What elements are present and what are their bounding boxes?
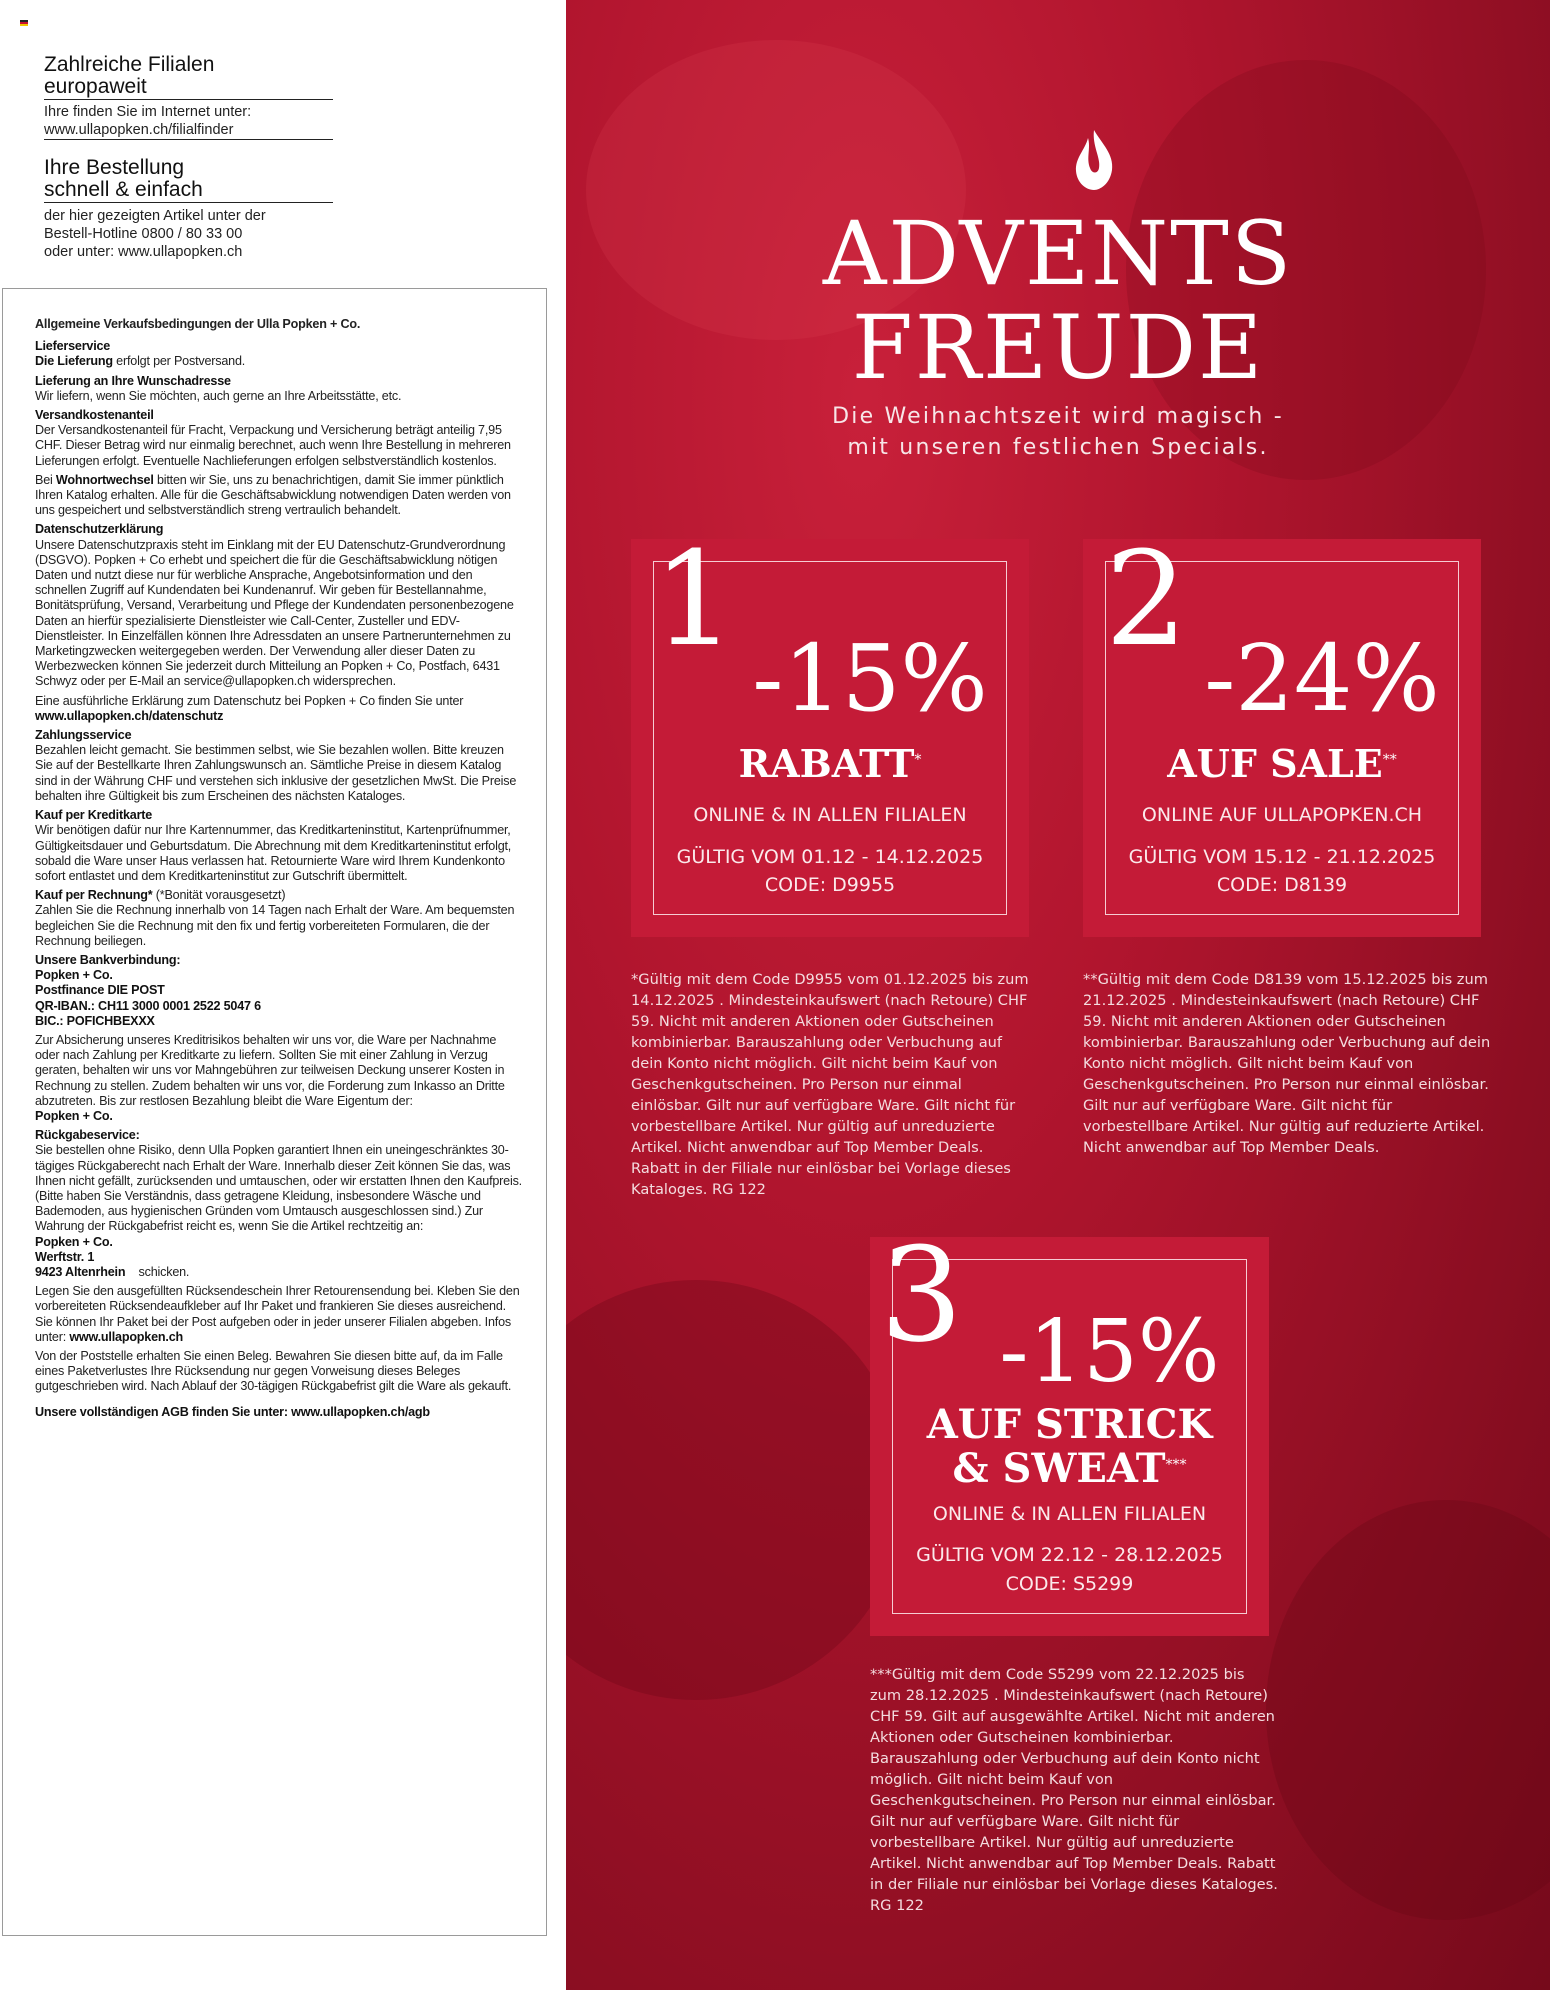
stores-title: Zahlreiche Filialen bbox=[44, 53, 215, 76]
section-heading: Zahlungsservice bbox=[35, 728, 132, 743]
section-text: Von der Poststelle erhalten Sie einen Beleg. Bewahren Sie diesen bitte auf, da im Falle eines Paketverlustes Ihre Rücksendung nur gegen Vorweisung dieses Beleges gutgeschrieben wird. Nach Ablauf der 30-tägigen Rückgabefrist gilt die Ware als gekauft. bbox=[35, 1349, 512, 1394]
section-heading: Kauf per Rechnung* bbox=[35, 888, 153, 903]
section-text: Unsere Datenschutzpraxis steht im Einklang mit der EU Datenschutz-Grundverordnung (DSGVO). Popken + Co erhebt und speichert die für die Geschäftsabwicklung nötigen Daten und nutzt diese nur für werbliche Ansprache, Angebotsinformation und den schnellen Zugriff auf Kundendaten bei Kundenanruf. Wir geben für Bestellannahme, Bonitätsprüfung, Versand, Verarbeitung und Pflege der Kundendaten personenbezogene Daten an hierfür spezialisierte Dienstleister wie Call-Center, Zusteller und EDV-Dienstleister. In Einzelfällen können Ihre Adressdaten an unsere Partnerunternehmen zu Marketingzwecken weitergegeben werden. Der Verwendung aller dieser Daten zu Werbezwecken können Sie jederzeit durch Mitteilung an Popken + Co, Postfach, 6431 Schwyz oder per E-Mail an service@ullapopken.ch widersprechen. bbox=[35, 537, 514, 689]
address-line: 9423 Altenrhein bbox=[35, 1264, 126, 1279]
order-sub-1: der hier gezeigten Artikel unter der bbox=[44, 208, 266, 224]
background-decor bbox=[566, 1280, 906, 1700]
section-heading: Lieferservice bbox=[35, 339, 111, 354]
section-text: Bei bbox=[35, 472, 56, 487]
section-text: Sie bestellen ohne Risiko, denn Ulla Popken garantiert Ihnen ein uneingeschränktes 30-tägiges Rückgaberecht nach Erhalt der Ware. Innerhalb dieser Zeit können Sie das, was Ihnen nicht gefällt, zurücksenden und umtauschen, oder wir erstatten Ihnen den Kaufpreis. (Bitte haben Sie Verständnis, dass getragene Kleidung, insbesondere Wäsche und Bademoden, aus hygienischen Gründen vom Umtausch ausgeschlossen sind.) Zur Wahrung der Rückgabefrist reicht es, wenn Sie die Artikel rechtzeitig an: bbox=[35, 1143, 522, 1234]
section-text: Wir benötigen dafür nur Ihre Kartennummer, das Kreditkarteninstitut, Kartenprüfnummer, Gültigkeitsdauer und Geburtsdatum. Die Abrechnung mit dem Kreditkarteninstitut erfolgt, sobald die Ware unser Haus verlassen hat. Retournierte Ware wird Ihrem Kundenkonto sofort entlastet und dem Kreditkarteninstitut zur Gutschrift übermittelt. bbox=[35, 823, 512, 883]
section-heading: Kauf per Kreditkarte bbox=[35, 808, 153, 823]
section-text: erfolgt per Postversand. bbox=[112, 354, 246, 369]
offer-caption bbox=[631, 743, 1029, 785]
bank-line: Postfinance DIE POST bbox=[35, 983, 165, 998]
promo-panel bbox=[566, 0, 1550, 1990]
offer-validity: GÜLTIG VOM 22.12 - 28.12.2025 bbox=[916, 1544, 1223, 1566]
offer-code: CODE: D9955 bbox=[764, 874, 896, 896]
address-line: Popken + Co. bbox=[35, 1234, 113, 1249]
info-column bbox=[0, 0, 565, 1990]
offer-caption-text: AUF SALE bbox=[1167, 741, 1383, 786]
offer-fineprint-2: **Gültig mit dem Code D8139 vom 15.12.2025 bis zum 21.12.2025 . Mindesteinkaufswert (nach Retoure) CHF 59. Nicht mit anderen Aktionen oder Gutscheinen kombinierbar. Barauszahlung oder Verbuchung auf dein Konto nicht möglich. Gilt nicht beim Kauf von Geschenkgutscheinen. Pro Person nur einmal einlösbar. Gilt nur auf verfügbare Ware. Gilt nicht für vorbestellbare Artikel. Nur gültig auf reduzierte Artikel. Nicht anwendbar auf Top Member Deals. bbox=[1083, 971, 1491, 1156]
address-line: Werftstr. 1 bbox=[35, 1249, 95, 1264]
section-text: Legen Sie den ausgefüllten Rücksendeschein Ihrer Retourensendung bei. Kleben Sie den vorbereiteten Rücksendeaufkleber auf Ihr Paket und frankieren Sie dieses ausreichend. Sie können Ihr Paket bei der Post aufgeben oder in jeder unserer Filialen abgeben. Infos unter: bbox=[35, 1284, 520, 1344]
stores-title-2: europaweit bbox=[44, 76, 333, 100]
offer-caption-2 bbox=[870, 1447, 1269, 1491]
order-title-2: schnell & einfach bbox=[44, 179, 333, 203]
headline-line-2: FREUDE bbox=[851, 296, 1265, 399]
order-website: oder unter: www.ullapopken.ch bbox=[44, 244, 243, 260]
section-text: Bezahlen leicht gemacht. Sie bestimmen selbst, wie Sie bezahlen wollen. Bitte kreuzen Sie auf der Bestellkarte Ihren Zahlungswunsch an. Sämtliche Preise in diesem Katalog sind in der Währung CHF und verstehen sich inklusive der gesetzlichen MwSt. Die Preise behalten ihre Gültigkeit bis zum Erscheinen des nächsten Kataloges. bbox=[35, 743, 517, 803]
offer-fineprint-3: ***Gültig mit dem Code S5299 vom 22.12.2025 bis zum 28.12.2025 . Mindesteinkaufswert (nach Retoure) CHF 59. Gilt auf ausgewählte Artikel. Nicht mit anderen Aktionen oder Gutscheinen kombinierbar. Barauszahlung oder Verbuchung auf dein Konto nicht möglich. Gilt nicht beim Kauf von Geschenkgutscheinen. Pro Person nur einmal einlösbar. Gilt nur auf verfügbare Ware. Gilt nicht für vorbestellbare Artikel. Nur gültig auf unreduzierte Artikel. Nicht anwendbar auf Top Member Deals. Rabatt in der Filiale nur einlösbar bei Vorlage dieses Kataloges. RG 122 bbox=[870, 1666, 1278, 1914]
offer-channel: ONLINE & IN ALLEN FILIALEN bbox=[932, 1503, 1207, 1525]
offer-channel: ONLINE AUF ULLAPOPKEN.CH bbox=[1141, 804, 1423, 826]
order-title: Ihre Bestellung bbox=[44, 156, 185, 179]
offer-fineprint-1: *Gültig mit dem Code D9955 vom 01.12.2025 bis zum 14.12.2025 . Mindesteinkaufswert (nach Retoure) CHF 59. Nicht mit anderen Aktionen oder Gutscheinen kombinierbar. Barauszahlung oder Verbuchung auf dein Konto nicht möglich. Gilt nicht beim Kauf von Geschenkgutscheinen. Pro Person nur einmal einlösbar. Gilt nur auf verfügbare Ware. Gilt nicht für vorbestellbare Artikel. Nur gültig auf unreduzierte Artikel. Nicht anwendbar auf Top Member Deals. Rabatt in der Filiale nur einlösbar bei Vorlage dieses Kataloges. RG 122 bbox=[631, 971, 1029, 1198]
background-decor bbox=[1266, 1500, 1550, 1920]
offer-code: CODE: S5299 bbox=[1005, 1573, 1134, 1595]
bank-line: QR-IBAN.: CH11 3000 0001 2522 5047 6 bbox=[35, 998, 261, 1013]
stores-sub: Ihre finden Sie im Internet unter: bbox=[44, 104, 252, 120]
section-heading: Datenschutzerklärung bbox=[35, 522, 164, 537]
section-text: Zahlen Sie die Rechnung innerhalb von 14 Tagen nach Erhalt der Ware. Am bequemsten begleichen Sie die Rechnung mit den fix und fertig vorbereiteten Formularen, die der Rechnung beiliegen. bbox=[35, 903, 515, 948]
section-heading: Rückgabeservice: bbox=[35, 1128, 140, 1143]
offer-validity: GÜLTIG VOM 15.12 - 21.12.2025 bbox=[1128, 846, 1436, 868]
section-text: Der Versandkostenanteil für Fracht, Verpackung und Versicherung beträgt anteilig 7,95 CHF. Dieser Betrag wird nur einmalig berechnet, auch wenn Ihre Bestellung in mehreren Lieferungen erfolgt. Eventuelle Nachlieferungen erfolgen selbstverständlich kostenlos. bbox=[35, 423, 511, 468]
offer-caption-text: & SWEAT bbox=[952, 1445, 1166, 1492]
offer-card-3 bbox=[870, 1219, 1269, 1636]
website-link[interactable]: www.ullapopken.ch bbox=[69, 1329, 184, 1344]
section-text: Zur Absicherung unseres Kreditrisikos behalten wir uns vor, die Ware per Nachnahme oder nach Zahlung per Kreditkarte zu liefern. Sollten Sie mit einer Zahlung in Verzug geraten, behalten wir uns vor Mahngebühren zur teilweisen Deckung unserer Kosten in Rechnung zu stellen. Zudem behalten wir uns vor, die Forderung zum Inkasso an Dritte abzutreten. Bis zur restlosen Bezahlung bleibt die Ware Eigentum der: bbox=[35, 1032, 505, 1108]
order-block bbox=[44, 157, 333, 261]
terms-box bbox=[2, 288, 547, 1936]
headline-line-1: ADVENTS bbox=[822, 202, 1294, 305]
footnote-mark: *** bbox=[1165, 1457, 1187, 1473]
section-heading: Lieferung an Ihre Wunschadresse bbox=[35, 373, 231, 388]
stores-block bbox=[44, 54, 333, 140]
section-text: Eine ausführliche Erklärung zum Datenschutz bei Popken + Co finden Sie unter bbox=[35, 693, 464, 708]
footnote-mark: * bbox=[914, 752, 922, 768]
offer-caption-text: RABATT bbox=[738, 741, 915, 786]
section-text: Wir liefern, wenn Sie möchten, auch gerne an Ihre Arbeitsstätte, etc. bbox=[35, 388, 402, 403]
section-heading: Unsere Bankverbindung: bbox=[35, 952, 181, 967]
offer-discount: -15% bbox=[999, 1302, 1220, 1402]
section-text: Die Lieferung bbox=[35, 354, 113, 369]
flag-icon bbox=[20, 20, 28, 26]
offer-discount: -15% bbox=[752, 625, 988, 732]
offer-caption bbox=[1083, 743, 1481, 785]
offer-channel: ONLINE & IN ALLEN FILIALEN bbox=[693, 804, 967, 826]
subline-1: Die Weihnachtszeit wird magisch - bbox=[832, 404, 1284, 429]
section-note: (*Bonität vorausgesetzt) bbox=[152, 888, 286, 903]
bank-line: BIC.: POFICHBEXXX bbox=[35, 1013, 155, 1028]
owner-line: Popken + Co. bbox=[35, 1108, 113, 1123]
section-text: bitten wir Sie, uns zu benachrichtigen, damit Sie immer pünktlich Ihren Katalog erhalten. Alle für die Geschäftsabwicklung notwendigen Daten werden von uns gespeichert und selbstverständlich streng vertraulich behandelt. bbox=[35, 472, 511, 518]
section-heading: Versandkostenanteil bbox=[35, 408, 154, 423]
offer-number: 2 bbox=[1105, 523, 1188, 675]
candle-flame-icon bbox=[1072, 128, 1116, 192]
footnote-mark: ** bbox=[1382, 752, 1397, 768]
store-finder-link[interactable]: www.ullapopken.ch/filialfinder bbox=[44, 121, 333, 140]
agb-link[interactable]: Unsere vollständigen AGB finden Sie unter: www.ullapopken.ch/agb bbox=[35, 1404, 430, 1419]
offer-card-2 bbox=[1083, 523, 1481, 937]
offer-card-1 bbox=[631, 523, 1029, 937]
bank-line: Popken + Co. bbox=[35, 968, 113, 983]
offer-code: CODE: D8139 bbox=[1216, 874, 1348, 896]
terms-title: Allgemeine Verkaufsbedingungen der Ulla Popken + Co. bbox=[35, 317, 361, 331]
section-heading: Wohnortwechsel bbox=[55, 472, 154, 487]
offer-number: 1 bbox=[653, 523, 736, 675]
offer-discount: -24% bbox=[1204, 625, 1440, 732]
order-hotline: Bestell-Hotline 0800 / 80 33 00 bbox=[44, 226, 243, 242]
offer-validity: GÜLTIG VOM 01.12 - 14.12.2025 bbox=[676, 846, 984, 868]
privacy-link[interactable]: www.ullapopken.ch/datenschutz bbox=[35, 708, 224, 723]
offer-number: 3 bbox=[880, 1219, 963, 1371]
offer-caption-1: AUF STRICK bbox=[926, 1401, 1213, 1448]
subline-2: mit unseren festlichen Specials. bbox=[847, 435, 1269, 460]
address-suffix: schicken. bbox=[125, 1264, 190, 1279]
